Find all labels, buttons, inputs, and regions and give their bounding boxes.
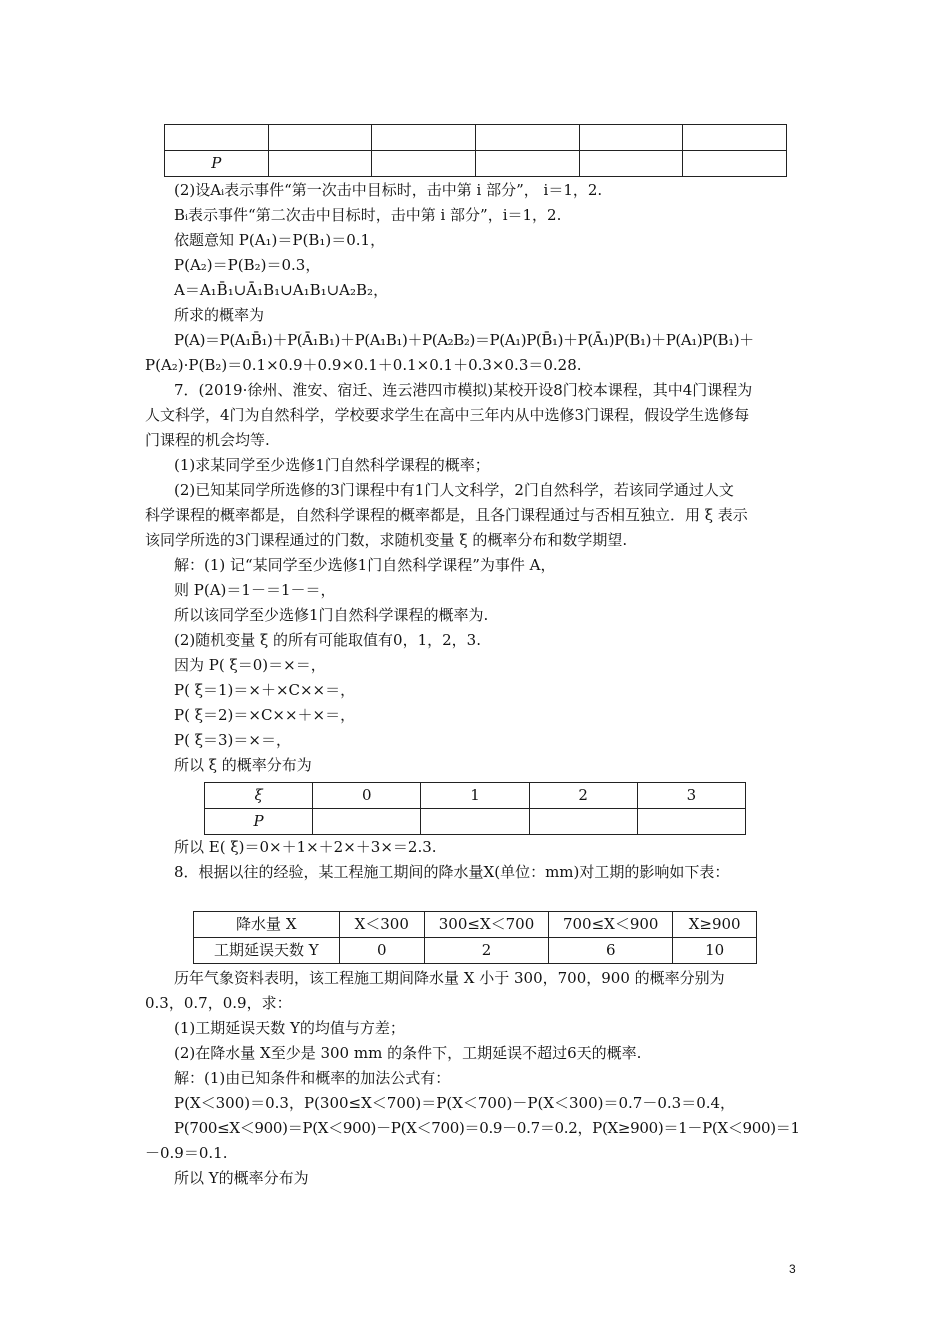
table-cell: P (165, 151, 269, 177)
text-line: 则 P(A)＝1－＝1－＝， (174, 581, 336, 599)
text-line: 所以 ξ 的概率分布为 (174, 756, 312, 774)
text-line: P( ξ＝3)＝×＝， (174, 731, 291, 749)
text-line: (2)设Aᵢ表示事件“第一次击中目标时，击中第 i 部分”， i＝1，2. (174, 181, 603, 199)
table-cell: ξ (205, 783, 313, 809)
table-cell (579, 151, 683, 177)
text-line: (2)随机变量 ξ 的所有可能取值有0，1，2，3. (174, 631, 481, 649)
text-line: 0.3，0.7，0.9，求： (145, 994, 292, 1012)
text-line: 人文科学，4门为自然科学，学校要求学生在高中三年内从中选修3门课程，假设学生选修每 (145, 406, 750, 424)
table-cell: 2 (529, 783, 637, 809)
text-line: (1)工期延误天数 Y的均值与方差； (174, 1019, 405, 1037)
text-line: P(A₂)·P(B₂)＝0.1×0.9＋0.9×0.1＋0.1×0.1＋0.3×0.3＝0.28. (145, 356, 582, 374)
table-cell (637, 809, 745, 835)
text-line: Bᵢ表示事件“第二次击中目标时，击中第 i 部分”，i＝1，2. (174, 206, 562, 224)
table-row (194, 912, 757, 938)
text-line: －0.9＝0.1. (145, 1144, 228, 1162)
text-line: P(X＜300)＝0.3，P(300≤X＜700)＝P(X＜700)－P(X＜300)＝0.7－0.3＝0.4， (174, 1094, 736, 1112)
table-cell: 6 (549, 938, 673, 964)
table-cell: 300≤X＜700 (424, 912, 548, 938)
table-row (205, 809, 746, 835)
table-cell (683, 125, 787, 151)
table-cell (529, 809, 637, 835)
text-line: 7．(2019·徐州、淮安、宿迁、连云港四市模拟)某校开设8门校本课程，其中4门课程为 (174, 381, 753, 399)
table-cell: X＜300 (339, 912, 424, 938)
table-row (165, 151, 787, 177)
table-cell: 700≤X＜900 (549, 912, 673, 938)
text-line: P( ξ＝2)＝×C××＋×＝， (174, 706, 356, 724)
text-line: 所求的概率为 (174, 306, 265, 324)
table-cell: 3 (637, 783, 745, 809)
text-line: (2)已知某同学所选修的3门课程中有1门人文科学，2门自然科学，若该同学通过人文 (174, 481, 734, 499)
table-cell: X≥900 (673, 912, 757, 938)
text-line: A＝A₁B̄₁∪Ā₁B₁∪A₁B₁∪A₂B₂， (174, 281, 389, 299)
text-line: (1)求某同学至少选修1门自然科学课程的概率； (174, 456, 490, 474)
table-cell (476, 125, 580, 151)
table-cell: 10 (673, 938, 757, 964)
text-line: 所以 Y的概率分布为 (174, 1169, 309, 1187)
text-line: 所以 E( ξ)＝0×＋1×＋2×＋3×＝2.3. (174, 838, 437, 856)
text-line: 历年气象资料表明，该工程施工期间降水量 X 小于 300，700，900 的概率分别为 (174, 969, 725, 987)
text-line: 因为 P( ξ＝0)＝×＝， (174, 656, 326, 674)
text-line: 门课程的机会均等. (145, 431, 270, 449)
text-line: 该同学所选的3门课程通过的门数，求随机变量 ξ 的概率分布和数学期望. (145, 531, 628, 549)
text-line: P(A₂)＝P(B₂)＝0.3， (174, 256, 321, 274)
table-cell (372, 151, 476, 177)
text-line: P(700≤X＜900)＝P(X＜900)－P(X＜700)＝0.9－0.7＝0.2，P(X≥900)＝1－P(X＜900)＝1 (174, 1119, 800, 1137)
table-cell: 降水量 X (194, 912, 340, 938)
text-line: P(A)＝P(A₁B̄₁)＋P(Ā₁B₁)＋P(A₁B₁)＋P(A₂B₂)＝P(A₁)P(B̄₁)＋P(Ā₁)P(B₁)＋P(A₁)P(B₁)＋ (174, 331, 754, 349)
page-number: 3 (789, 1262, 796, 1276)
text-line: 解：(1)由已知条件和概率的加法公式有： (174, 1069, 451, 1087)
table-cell (683, 151, 787, 177)
table-cell: 0 (313, 783, 421, 809)
text-line: 8．根据以往的经验，某工程施工期间的降水量X(单位：mm)对工期的影响如下表： (174, 863, 730, 881)
table-row (165, 125, 787, 151)
table-cell (268, 151, 372, 177)
table-cell (313, 809, 421, 835)
table-cell (165, 125, 269, 151)
text-line: 解：(1) 记“某同学至少选修1门自然科学课程”为事件 A， (174, 556, 556, 574)
table-cell: 工期延误天数 Y (194, 938, 340, 964)
table-distribution-top (164, 124, 787, 177)
table-cell: 0 (339, 938, 424, 964)
table-cell (268, 125, 372, 151)
text-line: 科学课程的概率都是，自然科学课程的概率都是，且各门课程通过与否相互独立．用 ξ 表示 (145, 506, 748, 524)
table-cell (579, 125, 683, 151)
table-row (194, 938, 757, 964)
table-row (205, 783, 746, 809)
table-cell (372, 125, 476, 151)
table-cell: 1 (421, 783, 529, 809)
table-cell: 2 (424, 938, 548, 964)
table-cell: P (205, 809, 313, 835)
text-line: P( ξ＝1)＝×＋×C××＝， (174, 681, 356, 699)
text-line: 所以该同学至少选修1门自然科学课程的概率为. (174, 606, 489, 624)
table-rainfall-delay (193, 911, 757, 964)
table-xi-distribution (204, 782, 746, 835)
text-line: (2)在降水量 X至少是 300 mm 的条件下，工期延误不超过6天的概率. (174, 1044, 642, 1062)
table-cell (421, 809, 529, 835)
table-cell (476, 151, 580, 177)
text-line: 依题意知 P(A₁)＝P(B₁)＝0.1， (174, 231, 386, 249)
